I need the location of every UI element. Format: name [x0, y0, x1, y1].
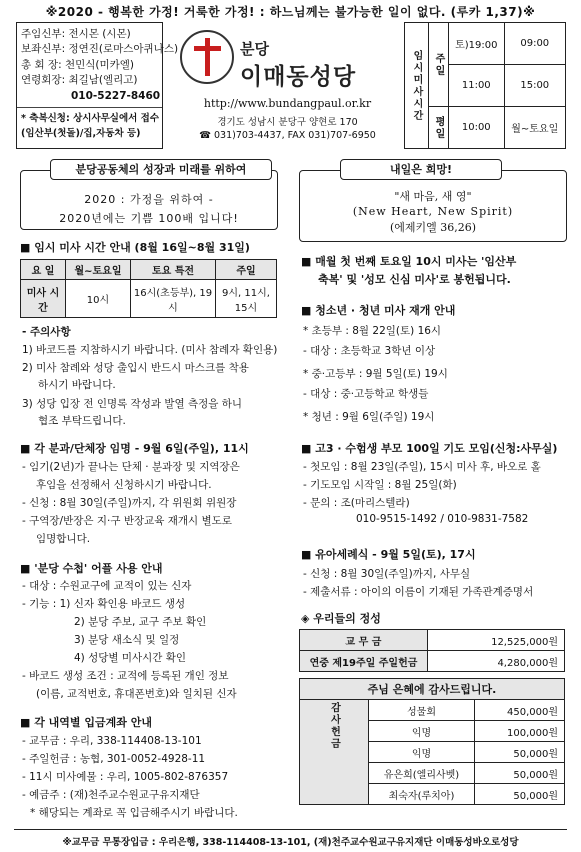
offerings-table [299, 629, 565, 672]
church-logo-icon [180, 30, 234, 84]
app-line: (이름, 교적번호, 휴대폰번호)와 일치된 신자 [36, 688, 237, 700]
app-line: 4) 성당별 미사시간 확인 [74, 652, 187, 664]
hope-title: 내일은 희망! [390, 163, 452, 176]
baptism-line: - 신청 : 8월 30일(주일)까지, 사무실 [303, 568, 471, 580]
thanks-value: 50,000원 [475, 763, 565, 784]
top-banner: ※2020 - 행복한 가정! 거룩한 가정! : 하느님께는 불가능한 일이 없다. (루카 1,37)※ [45, 5, 536, 19]
table-header: 요 일 [21, 260, 66, 280]
baptism-line: - 제출서류 : 아이의 이름이 기재된 가족관계증명서 [303, 586, 534, 598]
mass-cell: 11:00 [449, 65, 505, 107]
offering-value: 12,525,000원 [428, 630, 565, 651]
hope-line: (에제키엘 36,26) [389, 221, 477, 234]
note-line: 1) 바코드를 지참하시기 바랍니다. (미사 참례자 확인용) [22, 344, 278, 356]
church-address: 경기도 성남시 분당구 양현로 170 [217, 117, 358, 128]
account-line: - 11시 미사예물 : 우리, 1005-802-876357 [22, 771, 229, 783]
app-line: - 기능 : 1) 신자 확인용 바코드 생성 [22, 598, 186, 610]
church-name: 이매동성당 [240, 64, 357, 90]
info-row: 총 회 장: 천민식(미카엘) [21, 58, 135, 71]
growth-box-title-frame [50, 159, 272, 180]
exam-prayer-line: - 첫모임 : 8월 23일(주일), 15시 미사 후, 바오로 홀 [303, 461, 541, 473]
app-line: 3) 분당 새소식 및 일정 [74, 634, 180, 646]
section-title-offerings: ◈ 우리들의 정성 [301, 612, 381, 625]
app-line: - 바코드 생성 조건 : 교적에 등록된 개인 정보 [22, 670, 229, 682]
exam-prayer-line: - 문의 : 조(마리스텔라) [303, 497, 410, 509]
section-title-exam-prayer: ■ 고3 · 수험생 부모 100일 기도 모임(신청:사무실) [301, 442, 558, 455]
table-header: 월~토요일 [66, 260, 131, 280]
appointment-line: 후임을 선정해서 신청하시기 바랍니다. [36, 479, 212, 491]
section-title-accounts: ■ 각 내역별 입금계좌 안내 [20, 716, 152, 729]
clergy-info-box [16, 22, 179, 149]
thanks-value: 50,000원 [475, 742, 565, 763]
weekday-label: 평일 [429, 107, 449, 149]
thanks-value: 450,000원 [475, 700, 565, 721]
growth-box-title: 분당공동체의 성장과 미래를 위하여 [75, 163, 247, 176]
thanks-table [299, 678, 565, 805]
thanks-value: 100,000원 [475, 721, 565, 742]
thanks-side-label: 감사헌금 [300, 700, 369, 805]
hope-title-frame [340, 159, 502, 180]
youth-line: * 중·고등부 : 9월 5일(토) 19시 [303, 368, 448, 380]
table-cell: 9시, 11시, 15시 [216, 280, 277, 318]
section-title-appointment: ■ 각 분과/단체장 임명 - 9월 6일(주일), 11시 [20, 442, 249, 455]
note-line: 하시기 바랍니다. [38, 379, 116, 391]
app-line: 2) 분당 주보, 교구 주보 확인 [74, 616, 207, 628]
table-header: 주일 [216, 260, 277, 280]
footer-notice: ※교무금 무통장입금 : 우리은행, 338-114408-13-101, (재)천주교수원교구유지재단 이매동성바오로성당 [62, 837, 519, 848]
mass-cell: 15:00 [504, 65, 565, 107]
thanks-name: 익명 [369, 721, 475, 742]
mass-cell: 토)19:00 [449, 23, 505, 65]
hope-box [299, 170, 567, 242]
section-title-youth-mass: ■ 청소년 · 청년 미사 재개 안내 [301, 304, 456, 317]
thanks-name: 성물회 [369, 700, 475, 721]
offering-label: 교 무 금 [300, 630, 428, 651]
exam-prayer-line: - 기도모임 시작일 : 8월 25일(화) [303, 479, 457, 491]
offering-value: 4,280,000원 [428, 651, 565, 672]
section-title-temp-mass: ■ 임시 미사 시간 안내 (8월 16일~8월 31일) [20, 241, 250, 254]
first-saturday-line: 축복' 및 '성모 신심 미사'로 봉헌됩니다. [318, 273, 511, 286]
note-line: 3) 성당 입장 전 인명록 작성과 발열 측정을 하니 [22, 398, 243, 410]
appointment-line: 임명합니다. [36, 533, 91, 545]
website-url[interactable]: http://www.bundangpaul.or.kr [203, 97, 372, 110]
temporary-mass-table [404, 22, 566, 149]
temp-mass-table [20, 259, 277, 318]
hope-line: "새 마음, 새 영" [394, 190, 472, 203]
thanks-name: 익명 [369, 742, 475, 763]
thanks-header: 주님 은혜에 감사드립니다. [300, 679, 565, 700]
app-line: - 대상 : 수원교구에 교적이 있는 신자 [22, 580, 192, 592]
appointment-line: - 임기(2년)가 끝나는 단체 · 분과장 및 지역장은 [22, 461, 240, 473]
section-title-app: ■ '분당 수첩' 어플 사용 안내 [20, 562, 163, 575]
info-row: 보좌신부: 정연진(로마스아퀴나스) [21, 43, 179, 56]
account-line: - 주일헌금 : 농협, 301-0052-4928-11 [22, 753, 206, 765]
account-line: * 해당되는 계좌로 꼭 입금해주시기 바랍니다. [30, 807, 238, 819]
mass-table-title: 임시미사시간 [405, 23, 429, 149]
table-header: 토요 특전 [131, 260, 216, 280]
blessing-notice-detail: (임산부(첫돌)/집,자동차 등) [21, 128, 141, 140]
info-row: 주임신부: 전시몬 (시몬) [21, 28, 131, 40]
church-name-small: 분당 [240, 40, 269, 58]
offering-label: 연중 제19주일 주일헌금 [300, 651, 428, 672]
account-line: - 교무금 : 우리, 338-114408-13-101 [22, 735, 202, 747]
thanks-value: 50,000원 [475, 784, 565, 805]
youth-line: * 청년 : 9월 6일(주일) 19시 [303, 411, 435, 423]
youth-line: * 초등부 : 8월 22일(토) 16시 [303, 325, 442, 337]
youth-line: - 대상 : 중·고등학교 학생들 [303, 388, 429, 400]
appointment-line: - 신청 : 8월 30일(주일)까지, 각 위원회 위원장 [22, 497, 237, 509]
thanks-name: 유은희(엘리사벳) [369, 763, 475, 784]
youth-line: - 대상 : 초등학교 3학년 이상 [303, 345, 436, 357]
table-cell: 10시 [66, 280, 131, 318]
note-line: 협조 부탁드립니다. [38, 415, 126, 427]
info-row: 연령회장: 최길남(엘리고) [21, 74, 138, 87]
growth-line: 2020 : 가정을 위하여 - [84, 193, 214, 206]
mass-cell: 10:00 [449, 107, 505, 149]
blessing-notice: * 축복신청: 상시사무실에서 접수 [21, 113, 159, 125]
church-phone: ☎ 031)703-4437, FAX 031)707-6950 [199, 130, 376, 141]
divider [17, 107, 162, 108]
note-line: 2) 미사 참례와 성당 출입시 반드시 마스크를 착용 [22, 362, 249, 374]
growth-line: 2020년에는 기쁨 100배 입니다! [59, 212, 239, 225]
appointment-line: - 구역장/반장은 지·구 반장교육 재개시 별도로 [22, 515, 232, 527]
mass-cell: 월~토요일 [504, 107, 565, 149]
footer-divider [14, 829, 567, 830]
section-title-infant-baptism: ■ 유아세례식 - 9월 5일(토), 17시 [301, 548, 476, 561]
mass-cell: 09:00 [504, 23, 565, 65]
account-line: - 예금주 : (재)천주교수원교구유지재단 [22, 789, 200, 801]
sunday-label: 주일 [429, 23, 449, 107]
table-cell: 16시(초등부), 19시 [131, 280, 216, 318]
hope-line: (New Heart, New Spirit) [352, 205, 514, 218]
notes-title: - 주의사항 [22, 326, 71, 338]
thanks-name: 최숙자(루치아) [369, 784, 475, 805]
section-title-first-saturday: ■ 매월 첫 번째 토요일 10시 미사는 '임산부 [301, 255, 517, 268]
phone-number: 010-5227-8460 [71, 89, 161, 102]
table-row-label: 미사 시간 [21, 280, 66, 318]
exam-prayer-line: 010-9515-1492 / 010-9831-7582 [356, 513, 529, 525]
